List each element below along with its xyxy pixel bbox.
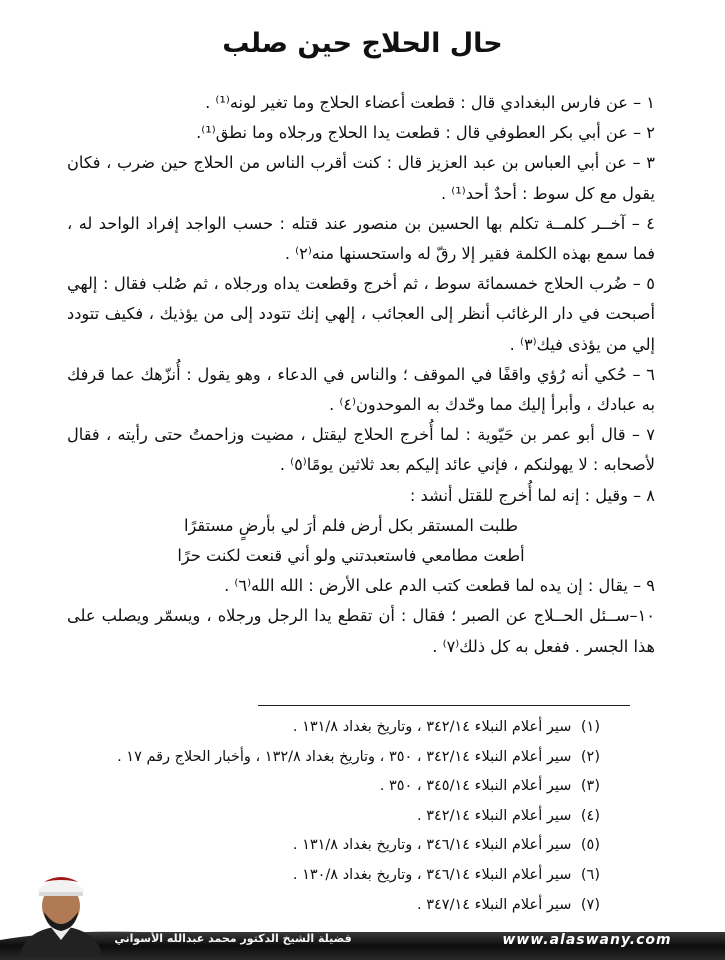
footnote-number: (٦)	[580, 866, 600, 883]
footnote-2	[20, 743, 600, 773]
footnote-number: (٢)	[580, 748, 600, 765]
footnote-text: سير أعلام النبلاء ٣٤٢/١٤ ، ٣٥٠ ، وتاريخ بغداد ١٣٢/٨ ، وأخبار الحلاج رقم ١٧ .	[117, 748, 572, 765]
paragraph-6: ٦ – حُكي أنه رُؤي واقفًا في الموقف ؛ والناس في الدعاء ، وهو يقول : أُنزّهك عما قرفك به عبادك ، وأبرأ إليك مما وحّدك به الموحدون⁽٤⁾ .	[67, 364, 655, 415]
paragraph-10: ١٠–ســئل الحــلاج عن الصبر ؛ فقال : أن تقطع يدا الرجل ورجلاه ، ويسمّر ويصلب على هذا الجسر . ففعل به كل ذلك⁽٧⁾ .	[67, 606, 655, 656]
verse-line-1: طلبت المستقر بكل أرض فلم أرَ لي بأرضٍ مستقرًا	[183, 515, 519, 535]
footer-author-name: فضيلة الشيخ الدكتور محمد عبدالله الأسواني	[114, 932, 352, 945]
paragraph-7: ٧ – قال أبو عمر بن حَيّوية : لما أُخرج الحلاج ليقتل ، مضيت وزاحمتُ حتى رأيته ، فقال لأصحابه : لا يهولنكم ، فإني عائد إليكم بعد ثلاثين يومًا⁽٥⁾ .	[67, 425, 655, 475]
main-text	[67, 88, 655, 662]
footnote-number: (٤)	[580, 807, 600, 824]
footnote-text: سير أعلام النبلاء ٣٤٢/١٤ ، وتاريخ بغداد ١٣١/٨ .	[292, 719, 572, 735]
footnote-text: سير أعلام النبلاء ٣٤٦/١٤ ، وتاريخ بغداد ١٣٠/٨ .	[292, 866, 572, 883]
footnote-4	[20, 802, 600, 832]
footnote-separator	[258, 705, 630, 706]
footnote-1	[20, 713, 600, 743]
footnote-number: (٥)	[580, 837, 600, 854]
verse-line-2: أطعت مطامعي فاستعبدتني ولو أني قنعت لكنت حرًا	[177, 546, 525, 566]
page-title: حال الحلاج حين صلب	[222, 28, 503, 59]
footnote-number: (٧)	[580, 896, 600, 913]
footnote-text: سير أعلام النبلاء ٣٤٢/١٤ .	[417, 807, 572, 824]
footer-website-link[interactable]: www.alaswany.com	[502, 932, 672, 948]
footnote-number: (١)	[580, 719, 600, 735]
sheikh-portrait-icon	[12, 868, 110, 956]
paragraph-1: ١ – عن فارس البغدادي قال : قطعت أعضاء الحلاج وما تغير لونه⁽¹⁾ .	[205, 93, 655, 112]
paragraph-9: ٩ – يقال : إن يده لما قطعت كتب الدم على الأرض : الله الله⁽٦⁾ .	[224, 576, 655, 596]
paragraph-5: ٥ – ضُرب الحلاج خمسمائة سوط ، ثم أخرج وقطعت يداه ورجلاه ، ثم صُلب فقال : إلهي أصبحت في دار الرغائب أنظر إلى العجائب ، إلهي إنك تتودد إلى من يؤذيك ، فكيف تتودد إلي من يؤذى فيك⁽٣⁾ .	[67, 274, 655, 354]
footnote-number: (٣)	[580, 778, 600, 795]
footnote-text: سير أعلام النبلاء ٣٤٧/١٤ .	[417, 896, 572, 913]
paragraph-8: ٨ – وقيل : إنه لما أُخرج للقتل أنشد :	[409, 485, 655, 505]
footnote-text: سير أعلام النبلاء ٣٤٥/١٤ ، ٣٥٠ .	[379, 778, 572, 795]
footnote-text: سير أعلام النبلاء ٣٤٦/١٤ ، وتاريخ بغداد ١٣١/٨ .	[292, 837, 572, 854]
paragraph-4: ٤ – آخــر كلمــة تكلم بها الحسين بن منصور عند قتله : حسب الواجد إفراد الواحد له ، فما سمع بهذه الكلمة فقير إلا رقّ له واستحسنها منه⁽٢⁾ .	[67, 213, 655, 264]
footnote-5	[20, 831, 600, 861]
paragraph-2: ٢ – عن أبي بكر العطوفي قال : قطعت يدا الحلاج ورجلاه وما نطق⁽¹⁾.	[196, 123, 655, 143]
paragraph-3: ٣ – عن أبي العباس بن عبد العزيز قال : كنت أقرب الناس من الحلاج حين ضرب ، فكان يقول مع كل سوط : أحدٌ أحد⁽¹⁾ .	[67, 153, 655, 203]
footnote-3	[20, 772, 600, 802]
